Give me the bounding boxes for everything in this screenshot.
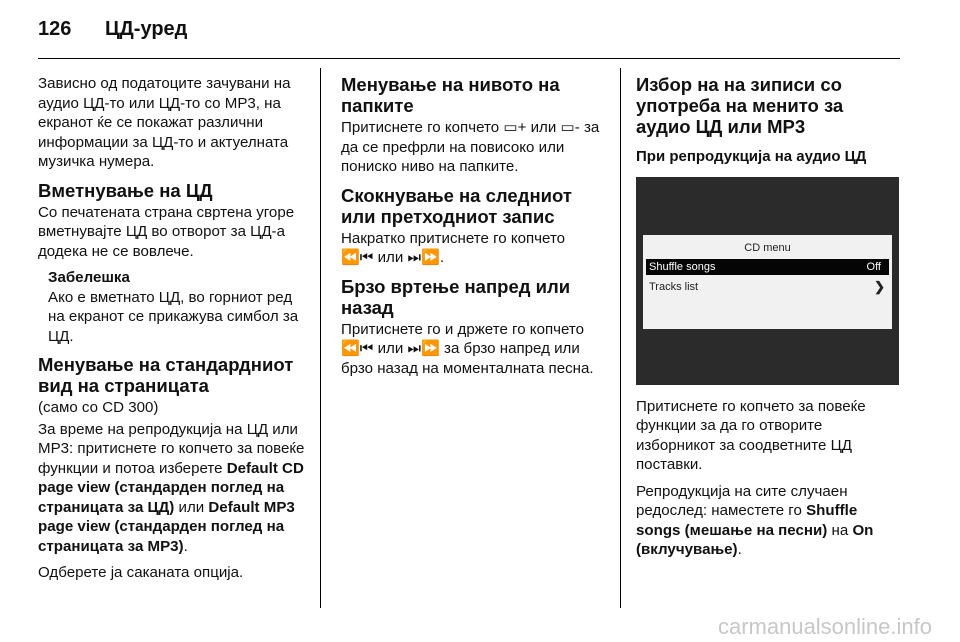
shuffle-text-e: . [737, 541, 742, 558]
skip-paragraph [341, 229, 607, 268]
tracks-list-label: Tracks list [649, 280, 699, 293]
folder-up-icon: ▭+ [503, 119, 527, 136]
ff-paragraph [341, 320, 607, 379]
std-view-or: или [174, 498, 209, 516]
std-view-heading: Менување на стандардниот вид на страницата [38, 354, 294, 396]
rewind-icon: ⏪⏮ [341, 340, 374, 357]
option-default-cd: Default CD page view (стандарден поглед на страницата за ЦД) [38, 459, 304, 516]
folder-text-2: за да се префрли на повисоко или пониско ниво на папките. [341, 119, 600, 175]
note-block [38, 268, 310, 346]
shuffle-text-a: Репродукција на сите случаен редослед: наместете го [636, 482, 848, 519]
menu-instructions: Притиснете го копчето за повеќе функции за да го отворите изборникот за соодветните ЦД поставки. [636, 397, 866, 473]
page-number: 126 [38, 18, 72, 40]
option-default-mp3: Default MP3 page view (стандарден поглед на страницата за MP3) [38, 498, 295, 555]
std-view-text: За време на репродукција на ЦД или MP3: притиснете го копчето за повеќе функции и потоа изберете [38, 420, 305, 477]
skip-back-icon: ⏪⏮ [341, 249, 374, 266]
column-left [38, 74, 310, 590]
ff-text-2: за брзо напред или брзо назад на моменталната песна. [341, 340, 594, 377]
column-divider-2 [620, 68, 621, 608]
watermark: carmanualsonline.info [717, 614, 932, 639]
cd-menu-title: CD menu [744, 241, 791, 254]
menu-item-shuffle-songs[interactable] [646, 259, 889, 275]
menu-selection-heading: Избор на на зиписи со употреба на менито за аудио ЦД или MP3 [636, 74, 844, 137]
folder-heading: Менување на нивото на папките [341, 74, 560, 116]
std-view-end: . [183, 537, 188, 555]
cd-menu [643, 235, 892, 329]
note-text: Ако е вметнато ЦД, во горниот ред на екранот се прикажува симбол за ЦД. [48, 288, 299, 345]
skip-heading: Скокнување на следниот или претходниот запис [341, 184, 572, 227]
skip-text: Накратко притиснете го копчето [341, 229, 566, 247]
folder-paragraph [341, 118, 607, 177]
fast-forward-icon: ⏭⏩ [407, 340, 440, 357]
ff-heading: Брзо вртење напред или назад [341, 275, 571, 318]
audio-cd-subheading: При репродукција на аудио ЦД [636, 148, 867, 165]
column-right [636, 74, 900, 567]
skip-or: или [373, 249, 408, 266]
on-option: On (вклучување) [636, 521, 874, 558]
column-middle [341, 74, 607, 385]
std-view-paragraph [38, 420, 310, 557]
header-rule [38, 58, 900, 59]
shuffle-songs-label: Shuffle songs [649, 260, 716, 273]
insert-cd-heading: Вметнување на ЦД [38, 179, 213, 201]
note-title: Забелешка [48, 269, 130, 286]
shuffle-option: Shuffle songs (мешање на песни) [636, 502, 858, 539]
shuffle-instructions [636, 482, 900, 560]
page-header [38, 18, 187, 41]
folder-or: или [526, 119, 561, 136]
intro-paragraph: Зависно од податоците зачувани на аудио ЦД-то или ЦД-то со MP3, на екранот ќе се покажат различни информации за ЦД-то и актуелната музичка нумера. [38, 75, 291, 170]
cd-menu-screenshot [636, 177, 899, 385]
folder-down-icon: ▭- [560, 119, 580, 136]
menu-item-tracks-list[interactable] [646, 279, 889, 295]
skip-forward-icon: ⏭⏩ [407, 249, 440, 266]
page-title: ЦД-уред [104, 18, 188, 40]
column-divider-1 [320, 68, 321, 608]
shuffle-songs-value: Off [866, 260, 881, 273]
insert-cd-text: Со печатената страна свртена угоре вметнувајте ЦД во отворот за ЦД-а додека не се вовлече. [38, 203, 295, 260]
shuffle-text-c: на [827, 521, 853, 539]
std-view-sub: (само со CD 300) [38, 399, 159, 416]
folder-text: Притиснете го копчето [341, 119, 500, 136]
skip-end: . [439, 249, 445, 266]
choose-text: Одберете ја саканата опција. [38, 564, 244, 581]
ff-text: Притиснете го и држете го копчето [341, 320, 585, 338]
ff-or: или [373, 340, 408, 357]
chevron-right-icon: ❯ [874, 278, 885, 294]
